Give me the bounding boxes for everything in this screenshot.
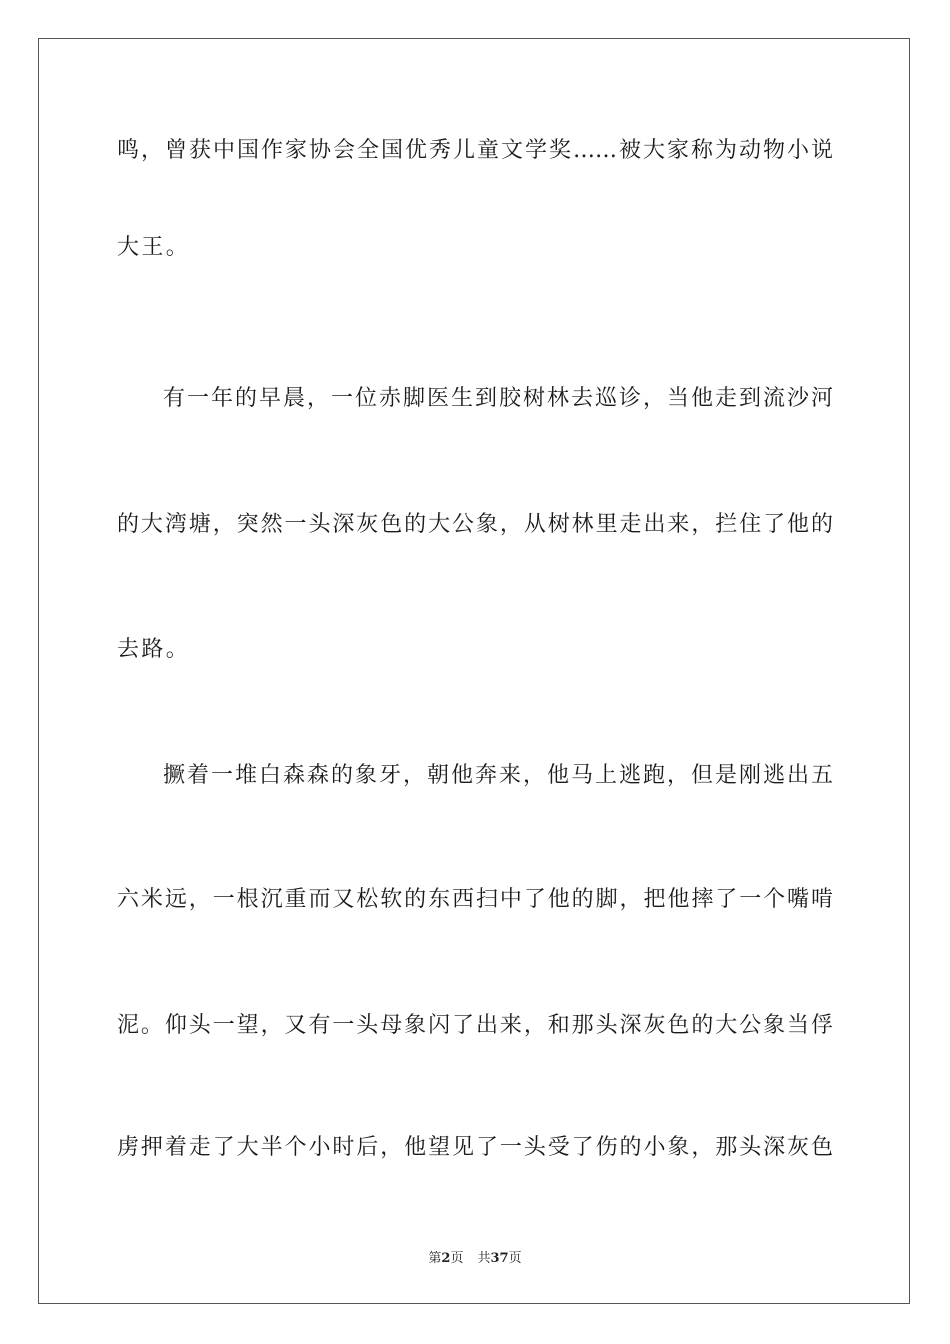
page-number: 2	[441, 1251, 451, 1266]
body-text-line: 的大湾塘，突然一头深灰色的大公象，从树林里走出来，拦住了他的	[117, 512, 833, 537]
body-text-line: 撅着一堆白森森的象牙，朝他奔来，他马上逃跑，但是刚逃出五	[163, 763, 833, 788]
body-text-line: 虏押着走了大半个小时后，他望见了一头受了伤的小象，那头深灰色	[117, 1135, 833, 1160]
page-frame	[38, 38, 910, 1304]
body-text-line: 大王。	[117, 235, 191, 260]
total-prefix: 共	[477, 1251, 491, 1266]
page-prefix: 第	[428, 1251, 442, 1266]
body-text-line: 鸣，曾获中国作家协会全国优秀儿童文学奖……被大家称为动物小说	[117, 138, 833, 163]
total-suffix: 页	[508, 1251, 522, 1266]
page-suffix: 页	[450, 1251, 464, 1266]
body-text-line: 去路。	[117, 637, 191, 662]
body-text-line: 泥。仰头一望，又有一头母象闪了出来，和那头深灰色的大公象当俘	[117, 1013, 833, 1038]
body-text-line: 六米远，一根沉重而又松软的东西扫中了他的脚，把他摔了一个嘴啃	[117, 887, 833, 912]
total-pages: 37	[490, 1251, 509, 1266]
body-text-line: 有一年的早晨，一位赤脚医生到胶树林去巡诊，当他走到流沙河	[163, 386, 833, 411]
page-footer	[0, 1247, 950, 1266]
